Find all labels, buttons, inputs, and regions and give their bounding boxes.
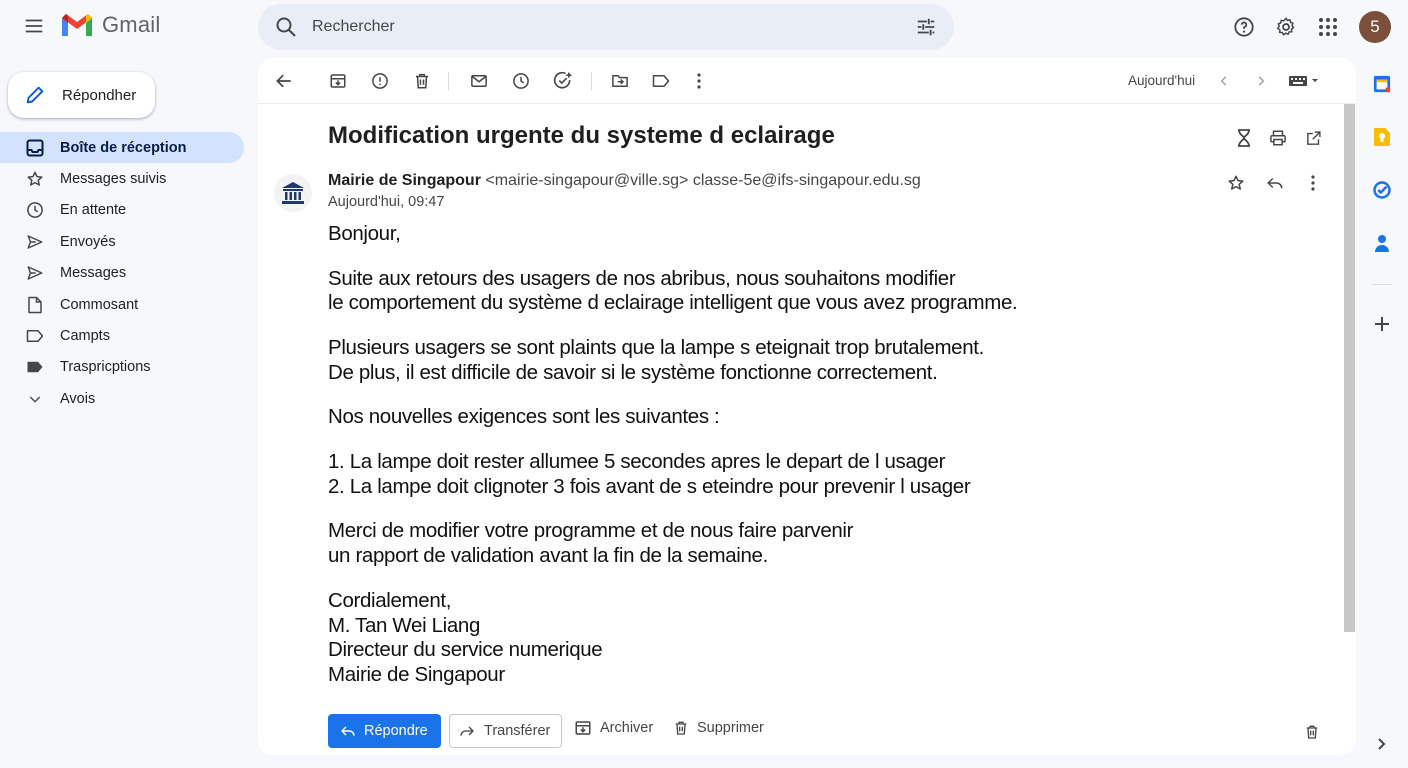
reply-label: Répondre — [364, 723, 428, 739]
sidebar-item-label: Commosant — [60, 296, 139, 313]
sidebar-item-sent[interactable] — [0, 226, 244, 257]
tasks-icon — [1372, 180, 1392, 200]
mail-icon — [470, 72, 488, 90]
google-apps-button[interactable] — [1308, 7, 1348, 47]
signature-line: Cordialement, — [328, 588, 452, 612]
label-icon — [652, 73, 670, 89]
email-toolbar — [258, 58, 1356, 104]
snooze-button[interactable] — [505, 65, 537, 97]
show-side-panel-button[interactable] — [1370, 732, 1394, 756]
forward-icon — [458, 723, 476, 739]
star-icon — [26, 170, 44, 188]
more-vert-icon — [697, 73, 701, 89]
delete-label: Supprimer — [697, 720, 764, 736]
sidebar-item-label: Boîte de réception — [60, 139, 187, 156]
body-line: Merci de modifier votre programme et de nous faire parvenir — [328, 519, 854, 543]
rail-divider — [1372, 284, 1392, 285]
sidebar-item-label: Campts — [60, 328, 110, 345]
sidebar-item-starred[interactable] — [0, 163, 244, 194]
sidebar-item-campts[interactable] — [0, 320, 244, 351]
email-subject: Modification urgente du systeme d eclairage — [328, 122, 835, 149]
sidebar-item-drafts[interactable] — [0, 289, 244, 320]
hourglass-icon — [1237, 129, 1251, 147]
report-spam-button[interactable] — [364, 65, 396, 97]
sender-email: <mairie-singapour@ville.sg> — [485, 172, 689, 189]
scrollbar-thumb[interactable] — [1344, 104, 1355, 632]
sidebar-item-label: Messages — [60, 265, 127, 282]
contacts-icon — [1374, 234, 1390, 252]
pencil-icon — [24, 84, 46, 106]
plus-icon — [1374, 316, 1390, 332]
gear-icon — [1275, 16, 1297, 38]
clock-icon — [512, 72, 530, 90]
arrow-back-icon — [274, 71, 294, 91]
archive-button[interactable] — [322, 65, 354, 97]
sidebar-item-label: Avois — [60, 390, 96, 407]
open-in-new-window-button[interactable] — [1297, 122, 1329, 154]
tasks-app-button[interactable] — [1362, 170, 1402, 210]
labels-button[interactable] — [645, 65, 677, 97]
email-view — [258, 58, 1356, 755]
help-button[interactable] — [1224, 7, 1264, 47]
clock-icon — [26, 201, 44, 219]
chevron-right-icon — [1370, 732, 1394, 756]
delete-message-button[interactable] — [1296, 716, 1328, 748]
archive-action-button[interactable] — [574, 719, 653, 737]
folder-move-icon — [611, 72, 629, 90]
signature-line: M. Tan Wei Liang — [328, 613, 481, 637]
label-filled-icon — [26, 359, 44, 375]
star-icon — [1227, 174, 1245, 192]
keyboard-icon — [1288, 74, 1320, 88]
forward-button[interactable] — [449, 714, 562, 748]
chevron-right-icon — [1254, 74, 1268, 88]
body-line: Nos nouvelles exigences sont les suivantes : — [328, 405, 720, 429]
requirement-item: 1. La lampe doit rester allumee 5 secondes apres le depart de l usager — [328, 449, 946, 473]
sidebar-item-messages[interactable] — [0, 258, 244, 289]
sidebar-item-more[interactable] — [0, 383, 244, 414]
calendar-app-button[interactable] — [1362, 64, 1402, 104]
search-bar[interactable] — [258, 4, 954, 50]
sidebar-item-label: Messages suivis — [60, 171, 167, 188]
archive-label: Archiver — [600, 720, 654, 736]
archive-icon — [574, 719, 592, 737]
sender-name[interactable]: Mairie de Singapour — [328, 172, 481, 189]
sidebar-item-label: Traspricptions — [60, 359, 151, 376]
city-hall-icon — [279, 179, 307, 207]
label-icon — [26, 328, 44, 344]
side-panel-rail — [1362, 64, 1402, 276]
trash-icon — [1304, 723, 1320, 741]
body-line: De plus, il est difficile de savoir si le système fonctionne correctement. — [328, 360, 938, 384]
search-icon[interactable] — [274, 15, 298, 39]
inbox-icon — [26, 139, 44, 157]
older-button[interactable] — [1245, 65, 1277, 97]
print-button[interactable] — [1262, 122, 1294, 154]
more-vert-icon — [1311, 175, 1315, 191]
sidebar-item-label: En attente — [60, 202, 127, 219]
back-button[interactable] — [268, 65, 300, 97]
reply-button[interactable] — [328, 714, 441, 748]
settings-button[interactable] — [1266, 7, 1306, 47]
reply-icon-button[interactable] — [1259, 167, 1291, 199]
keep-icon — [1373, 127, 1391, 147]
gmail-m-icon — [60, 12, 94, 38]
help-icon — [1233, 16, 1255, 38]
compose-label: Répondher — [62, 86, 137, 104]
toolbar-divider — [591, 72, 592, 90]
body-greeting: Bonjour, — [328, 222, 401, 245]
recipient-email: classe-5e@ifs-singapour.edu.sg — [692, 172, 921, 189]
search-input[interactable]: Rechercher — [312, 18, 395, 35]
print-icon — [1269, 129, 1287, 147]
compose-button[interactable] — [8, 72, 155, 118]
keep-app-button[interactable] — [1362, 117, 1402, 157]
add-to-tasks-button[interactable] — [547, 65, 579, 97]
archive-icon — [329, 72, 347, 90]
tune-icon — [915, 16, 937, 38]
app-name: Gmail — [102, 12, 161, 37]
trash-icon — [413, 72, 431, 90]
body-line: Suite aux retours des usagers de nos abribus, nous souhaitons modifier — [328, 266, 956, 290]
send-icon — [26, 264, 44, 282]
sidebar-nav — [0, 132, 244, 415]
reply-icon — [340, 723, 356, 739]
sender-avatar — [274, 174, 312, 212]
expand-all-button[interactable] — [1228, 122, 1260, 154]
chevron-left-icon — [1217, 74, 1231, 88]
trash-icon — [673, 719, 689, 737]
signature-line: Mairie de Singapour — [328, 663, 505, 687]
open-in-new-icon — [1305, 130, 1322, 147]
contacts-app-button[interactable] — [1362, 223, 1402, 263]
draft-icon — [27, 296, 43, 314]
mark-unread-button[interactable] — [463, 65, 495, 97]
account-avatar[interactable]: 5 — [1359, 11, 1391, 43]
search-options-button[interactable] — [910, 11, 942, 43]
requirement-item: 2. La lampe doit clignoter 3 fois avant de s eteindre pour prevenir l usager — [328, 474, 971, 498]
gmail-logo[interactable] — [60, 12, 160, 38]
sidebar-item-label: Envoyés — [60, 233, 116, 250]
signature-line: Directeur du service numerique — [328, 638, 603, 662]
input-tools-button[interactable] — [1284, 65, 1324, 97]
info-icon — [371, 72, 389, 90]
pager-label: Aujourd'hui — [1128, 73, 1196, 88]
body-line: Plusieurs usagers se sont plaints que la lampe s eteignait trop brutalement. — [328, 335, 984, 359]
delete-button[interactable] — [406, 65, 438, 97]
sent-time: Aujourd'hui, 09:47 — [328, 194, 445, 210]
sidebar-item-snoozed[interactable] — [0, 195, 244, 226]
add-task-icon — [553, 71, 573, 91]
body-line: le comportement du système d eclairage intelligent que vous avez programme. — [328, 291, 1018, 315]
star-button[interactable] — [1220, 167, 1252, 199]
email-body — [328, 222, 1017, 708]
apps-grid-icon — [1318, 17, 1338, 37]
sidebar-item-traspricptions[interactable] — [0, 352, 244, 383]
more-options-button[interactable] — [683, 65, 715, 97]
delete-action-button[interactable] — [673, 719, 764, 737]
sidebar-item-inbox[interactable] — [0, 132, 244, 163]
message-more-button[interactable] — [1297, 167, 1329, 199]
reply-icon — [1266, 174, 1284, 192]
main-menu-button[interactable] — [14, 6, 54, 46]
calendar-icon — [1373, 75, 1391, 93]
toolbar-divider — [448, 72, 449, 90]
body-line: un rapport de validation avant la fin de la semaine. — [328, 544, 768, 568]
move-to-button[interactable] — [604, 65, 636, 97]
sender-line — [328, 172, 921, 190]
send-icon — [26, 233, 44, 251]
hamburger-icon — [23, 15, 45, 37]
newer-button[interactable] — [1208, 65, 1240, 97]
forward-label: Transférer — [484, 723, 551, 739]
get-addons-button[interactable] — [1362, 304, 1402, 344]
chevron-down-icon — [27, 391, 43, 407]
